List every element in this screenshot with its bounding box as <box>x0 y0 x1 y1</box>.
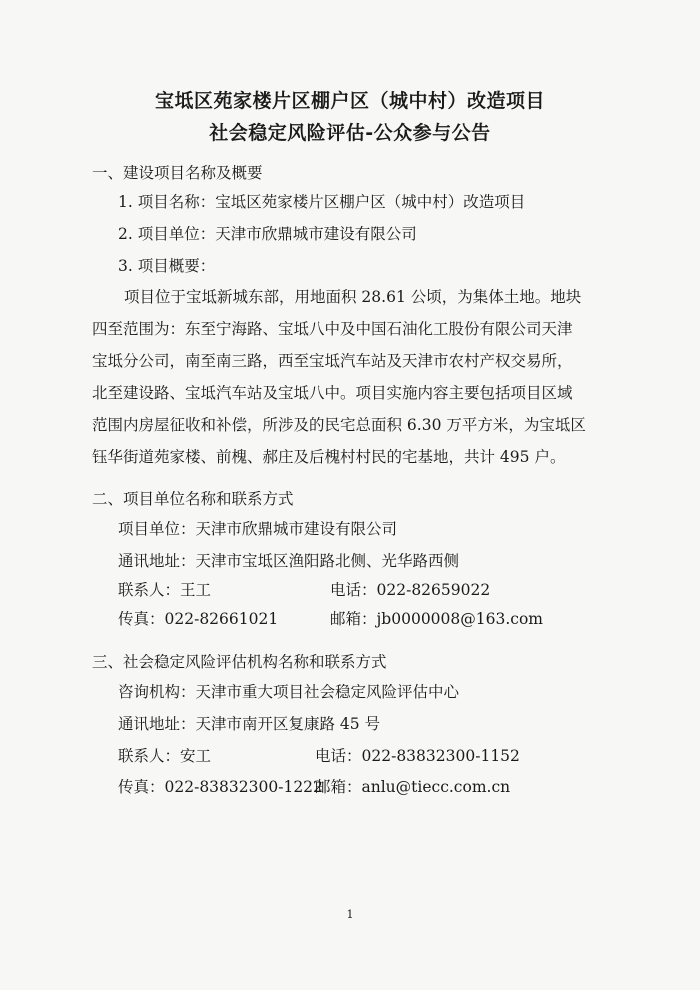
section3-address: 通讯地址：天津市南开区复康路 45 号 <box>118 715 381 733</box>
section3-contact: 联系人：安工 <box>118 747 212 765</box>
overview-line-2: 四至范围为：东至宁海路、宝坻八中及中国石油化工股份有限公司天津 <box>92 320 573 338</box>
section2-phone: 电话：022-82659022 <box>330 581 491 599</box>
section2-email: 邮箱：jb0000008@163.com <box>330 610 543 628</box>
section2-fax: 传真：022-82661021 <box>118 610 279 628</box>
section1-heading: 一、建设项目名称及概要 <box>92 164 263 182</box>
section3-fax: 传真：022-83832300-1222 <box>118 778 323 796</box>
overview-line-4: 北至建设路、宝坻汽车站及宝坻八中。项目实施内容主要包括项目区域 <box>92 384 573 402</box>
section3-org: 咨询机构：天津市重大项目社会稳定风险评估中心 <box>118 683 460 701</box>
section1-item-name: 1. 项目名称：宝坻区苑家楼片区棚户区（城中村）改造项目 <box>118 193 526 211</box>
section1-item-unit: 2. 项目单位：天津市欣鼎城市建设有限公司 <box>118 225 417 243</box>
overview-line-5: 范围内房屋征收和补偿，所涉及的民宅总面积 6.30 万平方米，为宝坻区 <box>92 416 586 434</box>
page-number: 1 <box>346 908 354 921</box>
section2-unit: 项目单位：天津市欣鼎城市建设有限公司 <box>118 520 398 538</box>
section2-address: 通讯地址：天津市宝坻区渔阳路北侧、光华路西侧 <box>118 552 460 570</box>
section3-heading: 三、社会稳定风险评估机构名称和联系方式 <box>92 653 387 671</box>
title-line-2: 社会稳定风险评估-公众参与公告 <box>209 122 491 144</box>
section2-contact: 联系人：王工 <box>118 581 212 599</box>
section3-phone: 电话：022-83832300-1152 <box>315 747 520 765</box>
title-line-1: 宝坻区苑家楼片区棚户区（城中村）改造项目 <box>154 90 545 112</box>
section1-item-overview: 3. 项目概要： <box>118 257 216 275</box>
overview-line-6: 钰华街道苑家楼、前槐、郝庄及后槐村村民的宅基地，共计 495 户。 <box>92 448 566 466</box>
overview-line-3: 宝坻分公司，南至南三路，西至宝坻汽车站及天津市农村产权交易所， <box>92 352 573 370</box>
section2-heading: 二、项目单位名称和联系方式 <box>92 490 294 508</box>
overview-line-1: 项目位于宝坻新城东部，用地面积 28.61 公顷，为集体土地。地块 <box>124 288 582 306</box>
section3-email: 邮箱：anlu@tiecc.com.cn <box>315 778 511 796</box>
